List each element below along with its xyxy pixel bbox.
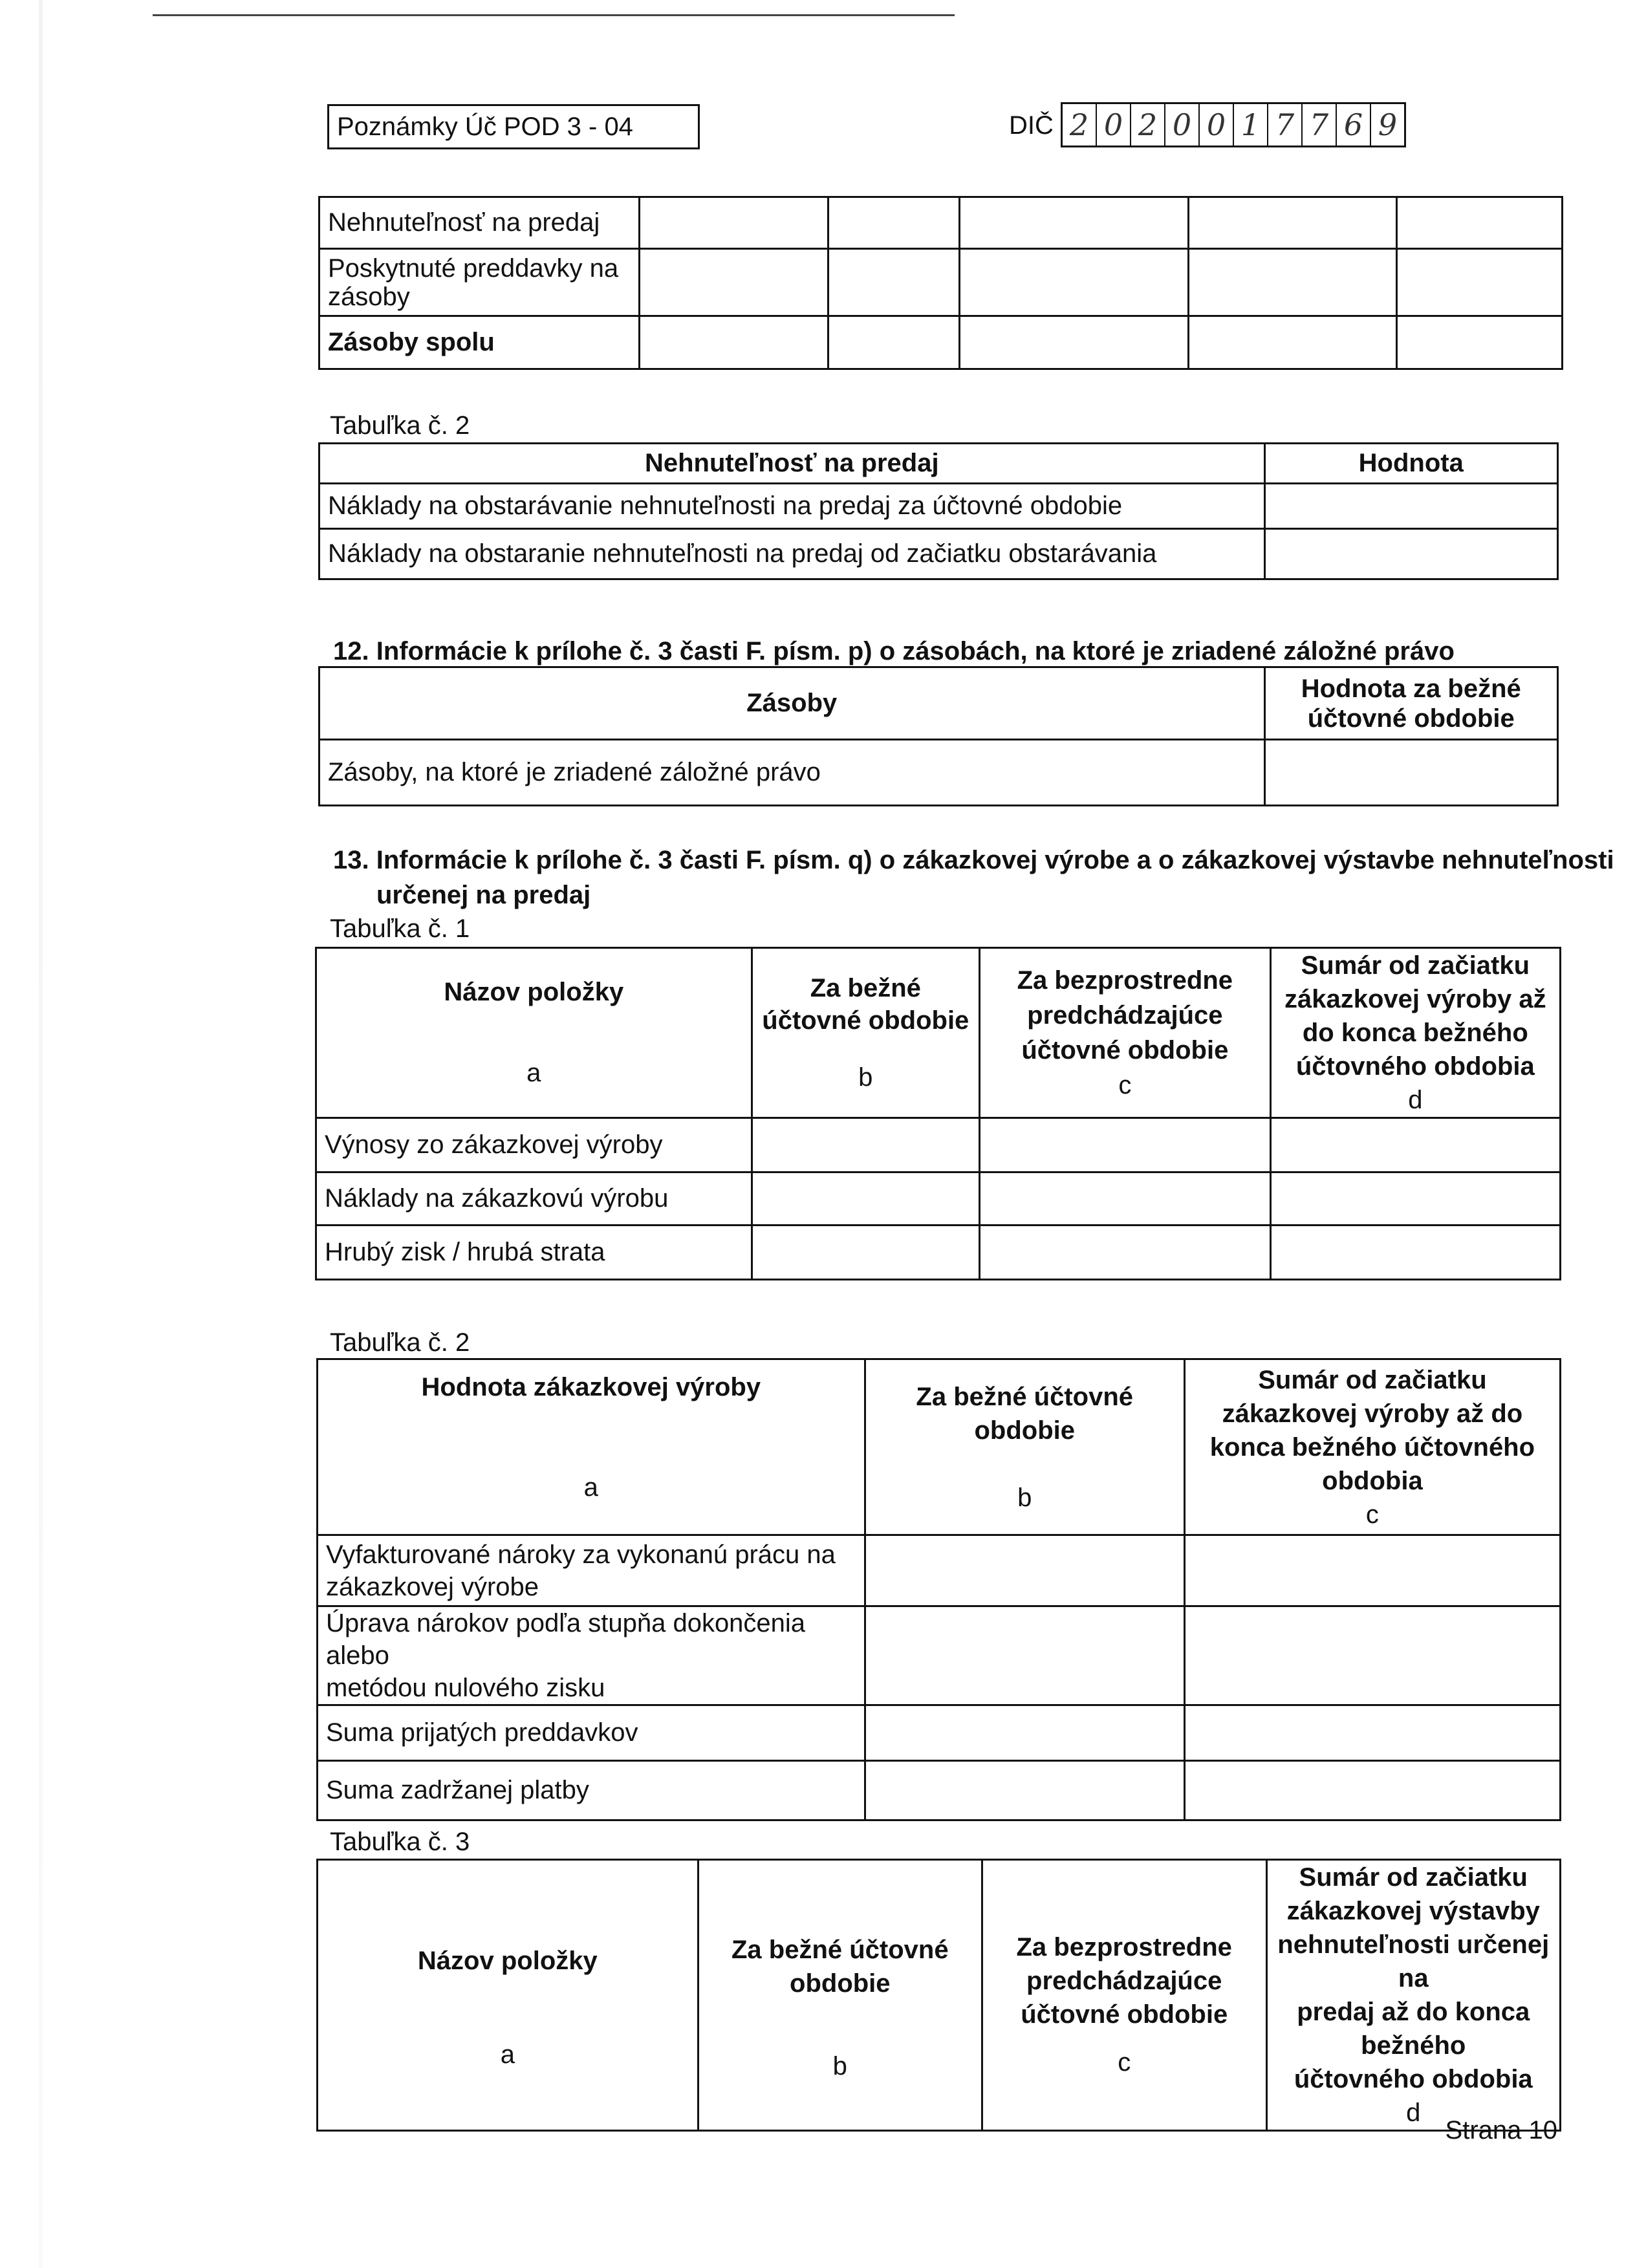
column-header-line: konca bežného účtovného xyxy=(1209,1432,1535,1462)
column-letter: c xyxy=(1118,1071,1132,1099)
row-label: Výnosy zo zákazkovej výroby xyxy=(316,1118,752,1172)
value-cell[interactable] xyxy=(959,316,1188,369)
value-cell[interactable] xyxy=(639,249,828,316)
column-header-line: účtovné obdobie xyxy=(762,1006,969,1035)
value-cell[interactable] xyxy=(1270,1118,1560,1172)
value-cell[interactable] xyxy=(1270,1172,1560,1226)
row-label: Náklady na obstaranie nehnuteľnosti na predaj od začiatku obstarávania xyxy=(319,529,1265,579)
row-label: Nehnuteľnosť na predaj xyxy=(319,197,640,249)
column-letter: b xyxy=(1017,1483,1032,1512)
column-header-line: zákazkovej výroby až xyxy=(1284,985,1546,1013)
column-header-line: Hodnota zákazkovej výroby xyxy=(421,1372,761,1401)
value-cell[interactable] xyxy=(980,1226,1271,1280)
dic-digit[interactable]: 7 xyxy=(1268,104,1303,146)
dic-digit[interactable]: 0 xyxy=(1097,104,1131,146)
column-header-line: účtovného obdobia xyxy=(1294,2065,1533,2093)
section-title-cont: určenej na predaj xyxy=(376,881,591,909)
row-label: Zásoby, na ktoré je zriadené záložné právo xyxy=(319,740,1265,806)
column-letter: a xyxy=(583,1473,598,1502)
property-table xyxy=(318,442,1559,580)
column-header: Hodnota xyxy=(1264,444,1557,484)
column-header-line: Sumár od začiatku xyxy=(1301,951,1530,980)
row-label-line: Vyfakturované nároky za vykonanú prácu na xyxy=(326,1540,836,1569)
row-label xyxy=(318,1535,865,1606)
column-header: Zásoby xyxy=(319,667,1265,740)
value-cell[interactable] xyxy=(1397,197,1563,249)
value-cell[interactable] xyxy=(865,1705,1184,1761)
table-caption: Tabuľka č. 1 xyxy=(330,914,470,943)
value-cell[interactable] xyxy=(752,1172,979,1226)
scan-edge-mark xyxy=(39,0,43,2268)
column-header-b xyxy=(865,1359,1184,1535)
row-label-line: metódou nulového zisku xyxy=(326,1674,605,1702)
dic-digit[interactable]: 0 xyxy=(1200,104,1234,146)
column-header-line: Sumár od začiatku xyxy=(1258,1365,1487,1394)
value-cell[interactable] xyxy=(752,1118,979,1172)
row-label: Suma zadržanej platby xyxy=(318,1761,865,1820)
column-header-line: Hodnota za bežné xyxy=(1301,674,1521,703)
column-letter: c xyxy=(1365,1500,1379,1529)
table-caption: Tabuľka č. 2 xyxy=(330,1328,470,1357)
value-cell[interactable] xyxy=(1397,249,1563,316)
column-header-line: účtovné obdobie xyxy=(1021,2000,1228,2029)
column-header-line: Za bežné účtovné xyxy=(731,1936,949,1964)
form-label-box xyxy=(327,104,700,149)
section-title: 13. Informácie k prílohe č. 3 časti F. písm. q) o zákazkovej výrobe a o zákazkovej výstavbe nehnuteľnosti xyxy=(333,846,1614,874)
page-number: Strana 10 xyxy=(1445,2116,1557,2144)
dic-digit[interactable]: 1 xyxy=(1234,104,1268,146)
column-header-line: Za bezprostredne xyxy=(1017,966,1233,995)
section-title: 12. Informácie k prílohe č. 3 časti F. písm. p) o zásobách, na ktoré je zriadené záložné právo xyxy=(333,637,1455,665)
row-label: Poskytnuté preddavky na zásoby xyxy=(319,249,640,316)
value-cell[interactable] xyxy=(1184,1761,1560,1820)
row-label-line: zákazkovej výrobe xyxy=(326,1572,539,1601)
dic-digit[interactable]: 9 xyxy=(1378,107,1398,142)
column-header xyxy=(1264,667,1558,740)
row-label-line: Úprava nárokov podľa stupňa dokončenia alebo xyxy=(326,1609,806,1670)
value-cell[interactable] xyxy=(752,1226,979,1280)
value-cell[interactable] xyxy=(828,249,960,316)
column-header-b xyxy=(698,1860,982,2131)
dic-digit[interactable]: 6 xyxy=(1337,104,1371,146)
column-letter: d xyxy=(1408,1086,1423,1114)
column-header-line: Za bežné xyxy=(810,974,921,1002)
column-header-line: Za bežné účtovné xyxy=(916,1382,1134,1411)
dic-digit[interactable]: 2 xyxy=(1131,104,1165,146)
top-rule xyxy=(153,14,955,16)
value-cell[interactable] xyxy=(980,1118,1271,1172)
column-header-line: predchádzajúce xyxy=(1027,1001,1223,1030)
column-letter: d xyxy=(1406,2099,1421,2127)
row-label: Hrubý zisk / hrubá strata xyxy=(316,1226,752,1280)
value-cell[interactable] xyxy=(865,1535,1184,1606)
column-header-line: Za bezprostredne xyxy=(1016,1933,1232,1961)
contract-value-table xyxy=(316,1358,1561,1821)
column-header-line: obdobie xyxy=(790,1969,891,1998)
column-header-a xyxy=(318,1359,865,1535)
column-header: Nehnuteľnosť na predaj xyxy=(319,444,1265,484)
table-caption: Tabuľka č. 3 xyxy=(330,1828,470,1856)
column-header-line: nehnuteľnosti určenej na xyxy=(1277,1930,1550,1993)
column-header-line: Sumár od začiatku xyxy=(1299,1863,1528,1892)
table-caption: Tabuľka č. 2 xyxy=(330,411,470,440)
value-cell[interactable] xyxy=(828,197,960,249)
column-header-c xyxy=(982,1860,1266,2131)
column-header-line: obdobia xyxy=(1322,1466,1423,1495)
value-cell[interactable] xyxy=(1184,1535,1560,1606)
column-letter: c xyxy=(1118,2048,1131,2077)
column-header-line: účtovné obdobie xyxy=(1021,1036,1229,1064)
row-label: Suma prijatých preddavkov xyxy=(318,1705,865,1761)
row-label xyxy=(318,1606,865,1705)
column-letter: a xyxy=(526,1059,541,1087)
value-cell[interactable] xyxy=(1189,197,1397,249)
value-cell[interactable] xyxy=(639,197,828,249)
column-header-line: Názov položky xyxy=(417,1947,598,1975)
value-cell[interactable] xyxy=(1184,1705,1560,1761)
column-letter: a xyxy=(500,2040,515,2069)
column-header-c xyxy=(1184,1359,1560,1535)
column-header-d xyxy=(1266,1860,1560,2131)
column-header-line: predaj až do konca bežného xyxy=(1297,1998,1530,2060)
column-header-line: účtovné obdobie xyxy=(1307,704,1515,733)
value-cell[interactable] xyxy=(1189,316,1397,369)
value-cell[interactable] xyxy=(1270,1226,1560,1280)
pledged-inventory-table xyxy=(318,666,1559,806)
column-header-line: zákazkovej výroby až do xyxy=(1222,1399,1523,1428)
column-letter: b xyxy=(858,1063,873,1092)
value-cell[interactable] xyxy=(1397,316,1563,369)
value-cell[interactable] xyxy=(865,1606,1184,1705)
column-header-line: Názov položky xyxy=(444,978,624,1006)
value-cell[interactable] xyxy=(1184,1606,1560,1705)
value-cell[interactable] xyxy=(865,1761,1184,1820)
dic-digit[interactable]: 0 xyxy=(1165,104,1200,146)
column-header-a xyxy=(318,1860,698,2131)
value-cell[interactable] xyxy=(980,1172,1271,1226)
row-label-total: Zásoby spolu xyxy=(319,316,640,369)
column-header-line: obdobie xyxy=(974,1416,1075,1445)
column-header-line: predchádzajúce xyxy=(1026,1967,1222,1995)
column-header-c xyxy=(980,948,1271,1118)
column-header-line: zákazkovej výstavby xyxy=(1286,1897,1540,1925)
dic-digit[interactable]: 7 xyxy=(1303,104,1337,146)
contract-construction-table xyxy=(316,1859,1561,2132)
column-header-line: do konca bežného xyxy=(1302,1019,1528,1047)
column-header-line: účtovného obdobia xyxy=(1295,1052,1535,1081)
row-label: Náklady na zákazkovú výrobu xyxy=(316,1172,752,1226)
row-label: Náklady na obstarávanie nehnuteľnosti na predaj za účtovné obdobie xyxy=(319,484,1265,529)
column-header-a xyxy=(316,948,752,1118)
dic-label: DIČ xyxy=(1009,111,1054,140)
column-header-d xyxy=(1270,948,1560,1118)
form-label: Poznámky Úč POD 3 - 04 xyxy=(337,113,633,141)
value-cell[interactable] xyxy=(1264,484,1557,529)
value-cell[interactable] xyxy=(1264,740,1558,806)
column-letter: b xyxy=(832,2052,847,2080)
column-header-b xyxy=(752,948,979,1118)
value-cell[interactable] xyxy=(959,197,1188,249)
contract-production-table xyxy=(315,947,1561,1280)
value-cell[interactable] xyxy=(959,249,1188,316)
value-cell[interactable] xyxy=(1264,529,1557,579)
dic-digit[interactable]: 2 xyxy=(1063,104,1097,146)
value-cell[interactable] xyxy=(1189,249,1397,316)
value-cell[interactable] xyxy=(828,316,960,369)
value-cell[interactable] xyxy=(639,316,828,369)
dic-boxes xyxy=(1061,102,1406,147)
inventory-table-continued xyxy=(318,196,1563,370)
